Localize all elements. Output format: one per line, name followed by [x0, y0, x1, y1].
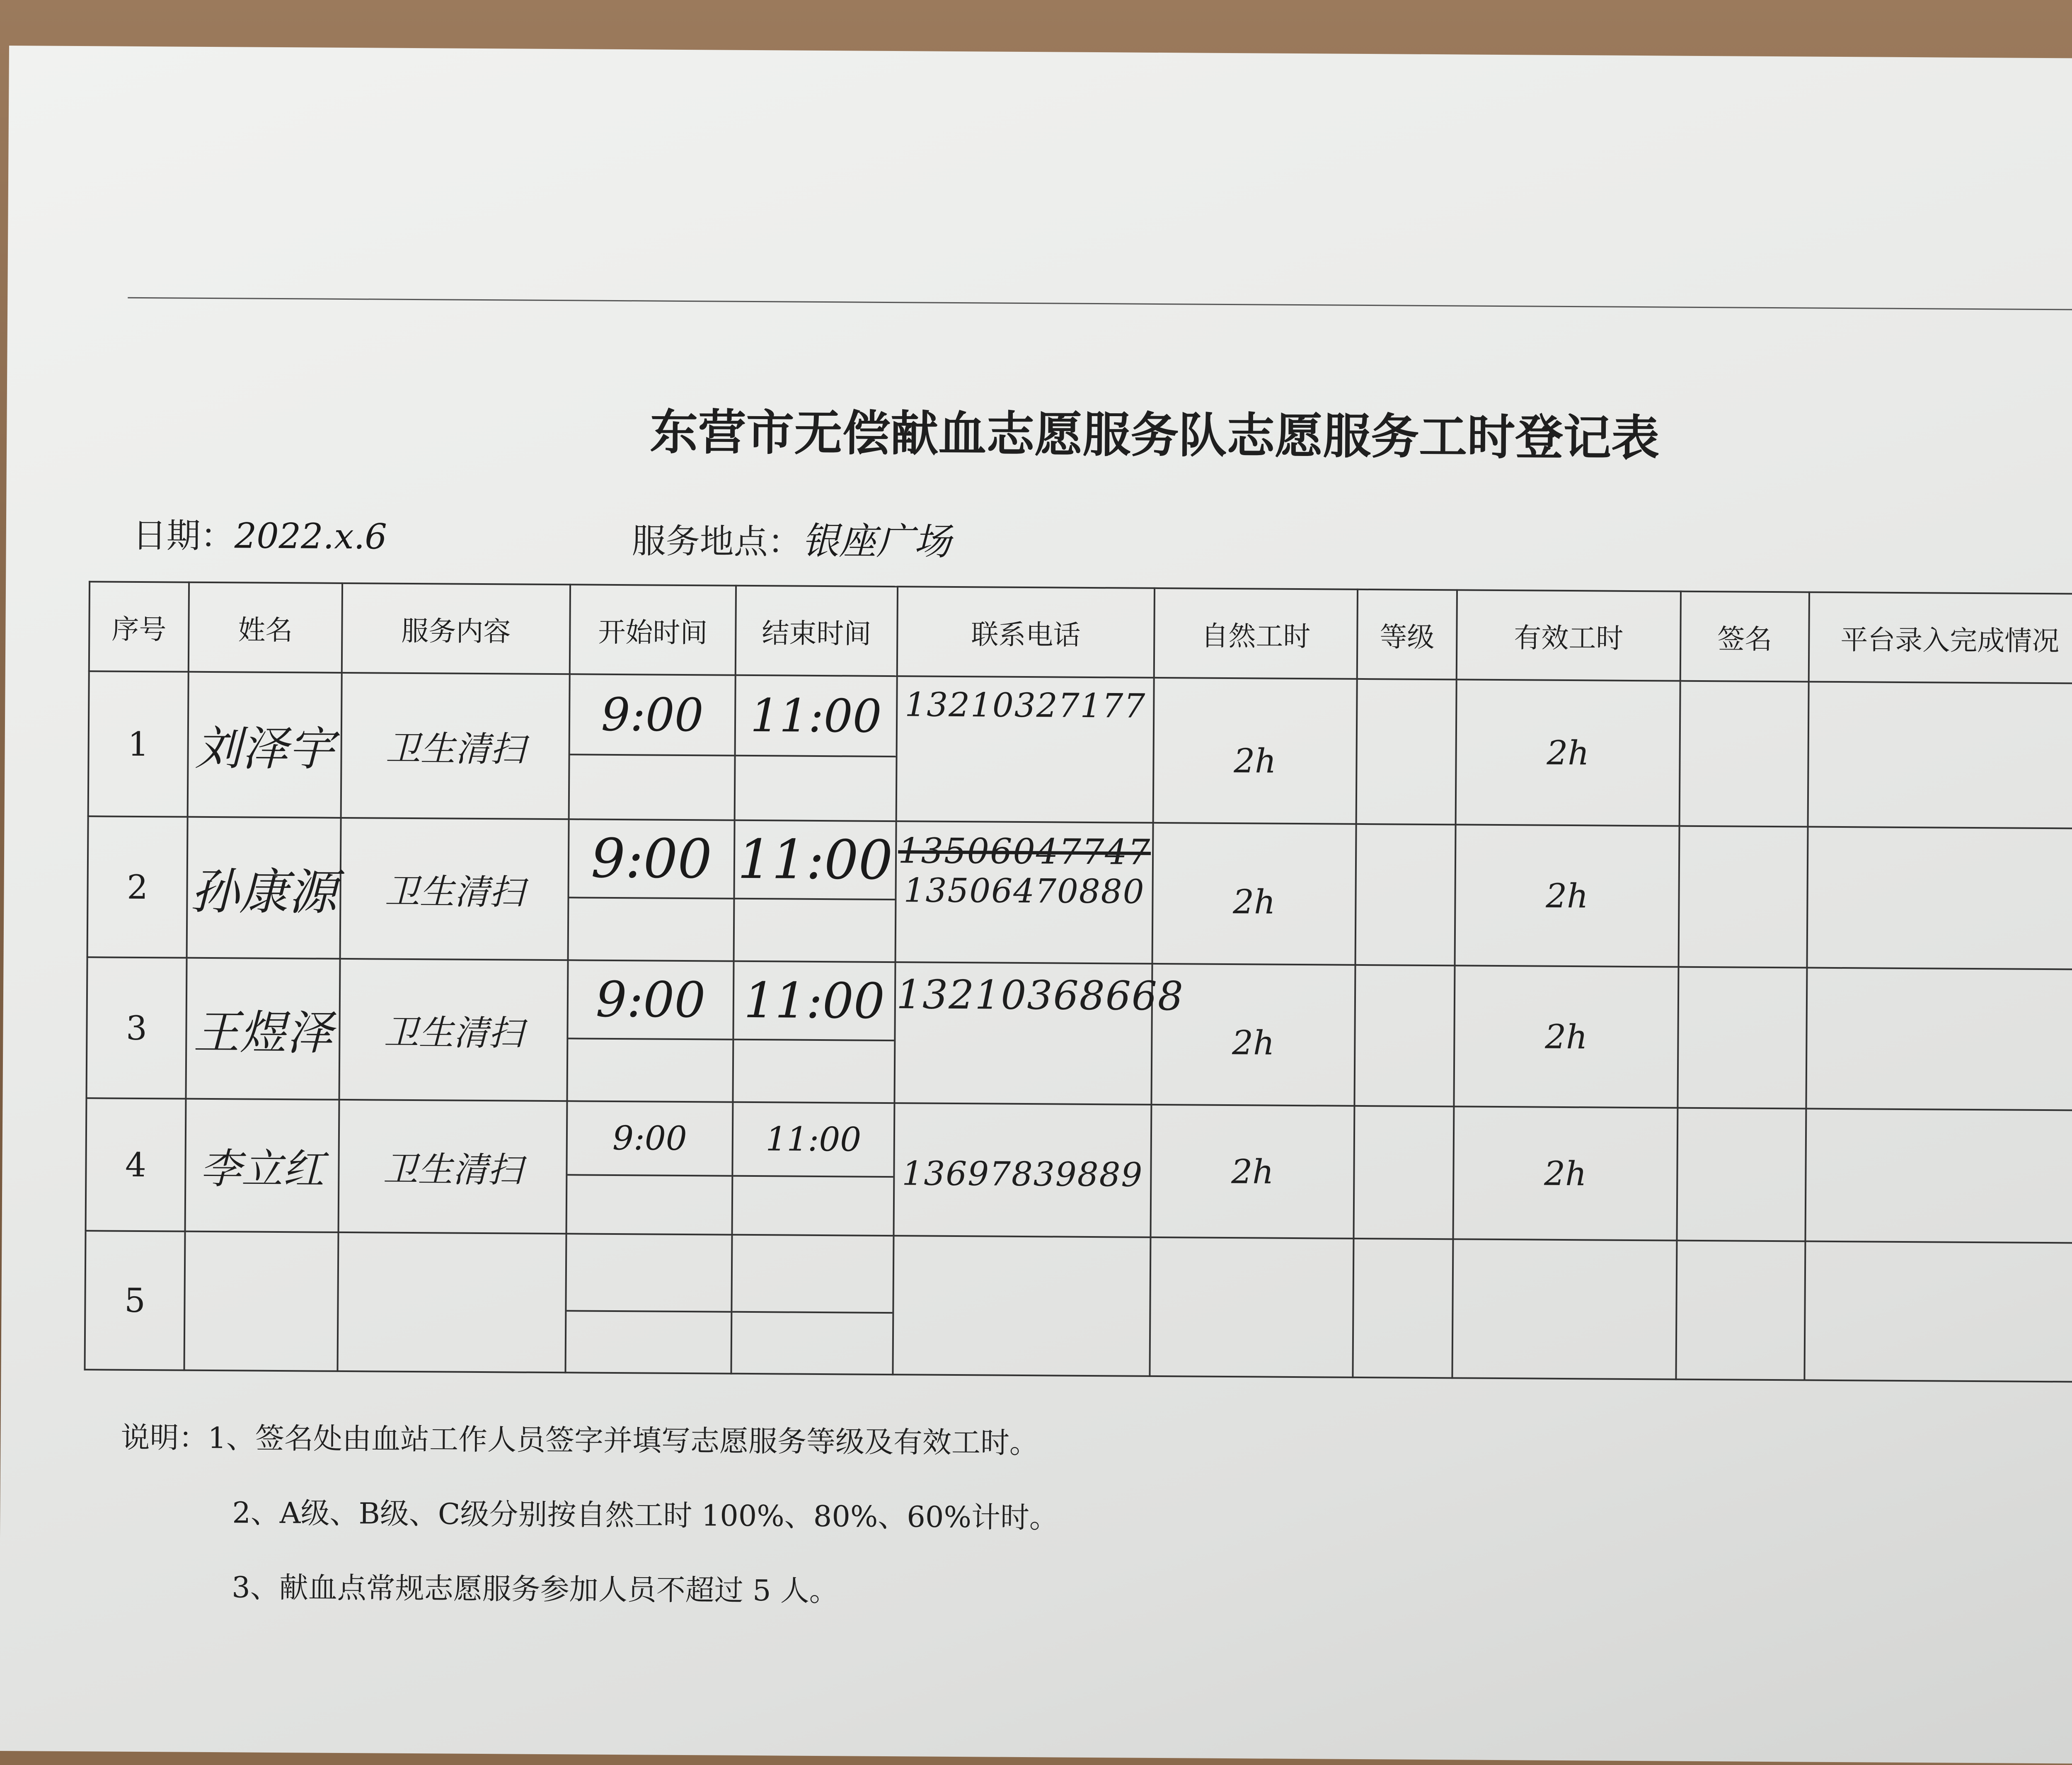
header-content: 服务内容 — [342, 583, 570, 674]
cell-end-time — [734, 820, 896, 962]
cell-seq: 1 — [88, 671, 189, 817]
cell-content — [337, 1232, 566, 1372]
cell-natural-hours: 2h — [1150, 1105, 1354, 1239]
cell-seq: 5 — [85, 1231, 185, 1370]
end-time-value: 11:00 — [735, 821, 895, 900]
phone-value: 13210327177 — [905, 685, 1146, 725]
start-time-value: 9:00 — [570, 675, 735, 756]
cell-level — [1353, 1239, 1453, 1378]
location-field — [632, 509, 951, 565]
cell-platform-status — [1805, 1109, 2072, 1243]
cell-level — [1356, 679, 1457, 824]
cell-signature — [1678, 826, 1808, 968]
cell-effective-hours: 2h — [1454, 965, 1678, 1108]
registration-table — [84, 581, 2072, 1384]
start-time-value: 9:00 — [567, 1102, 732, 1176]
cell-seq: 3 — [86, 957, 186, 1098]
cell-platform-status — [1807, 827, 2072, 970]
cell-natural-hours — [1150, 1237, 1353, 1377]
table-row — [87, 816, 2072, 970]
header-end-time: 结束时间 — [736, 586, 898, 676]
cell-content: 卫生清扫 — [339, 959, 568, 1101]
cell-name — [184, 1232, 338, 1371]
location-value: 银座广场 — [801, 519, 951, 564]
header-seq: 序号 — [89, 582, 189, 672]
table-row — [88, 671, 2072, 829]
header-natural-hours: 自然工时 — [1154, 588, 1358, 679]
cell-end-time — [732, 1102, 895, 1236]
note-1: 说明：1、签名处由血站工作人员签字并填写志愿服务等级及有效工时。 — [121, 1420, 1039, 1460]
cell-end-time — [733, 961, 895, 1103]
cell-seq: 4 — [86, 1098, 186, 1231]
header-start-time: 开始时间 — [570, 584, 736, 675]
table-row — [86, 1098, 2072, 1244]
table-header-row — [89, 582, 2072, 684]
cell-content: 卫生清扫 — [340, 818, 569, 960]
cell-effective-hours: 2h — [1456, 679, 1680, 826]
cell-content: 卫生清扫 — [341, 673, 570, 819]
cell-seq: 2 — [87, 816, 188, 958]
cell-start-time — [566, 1101, 733, 1234]
cell-natural-hours: 2h — [1151, 964, 1355, 1106]
paper-sheet — [0, 46, 2072, 1765]
header-level: 等级 — [1357, 589, 1457, 679]
cell-effective-hours: 2h — [1455, 824, 1680, 967]
end-time-value: 11:00 — [734, 962, 894, 1041]
header-name: 姓名 — [189, 582, 342, 673]
note-3: 3、献血点常规志愿服务参加人员不超过 5 人。 — [232, 1570, 839, 1608]
end-time-value: 11:00 — [733, 1103, 893, 1178]
cell-signature — [1677, 1108, 1806, 1241]
cell-effective-hours — [1452, 1239, 1677, 1379]
phone-old-struck: 13506047747 — [898, 830, 1151, 873]
cell-name: 李立红 — [185, 1099, 339, 1232]
cell-level — [1354, 965, 1455, 1106]
cell-content: 卫生清扫 — [339, 1100, 567, 1234]
cell-platform-status — [1804, 1241, 2072, 1382]
cell-phone — [894, 962, 1184, 1105]
cell-natural-hours: 2h — [1153, 678, 1357, 824]
cell-phone — [896, 821, 1153, 964]
cell-end-time — [735, 675, 897, 821]
header-phone: 联系电话 — [897, 587, 1155, 678]
cell-start-time — [567, 960, 733, 1102]
date-value: 2022.x.6 — [234, 515, 387, 557]
header-effective-hours: 有效工时 — [1457, 590, 1681, 681]
start-time-value: 9:00 — [568, 961, 733, 1040]
date-field — [132, 509, 387, 559]
date-label: 日期： — [132, 516, 235, 556]
cell-signature — [1677, 967, 1807, 1109]
table-row — [85, 1231, 2072, 1383]
cell-phone — [894, 1103, 1152, 1237]
cell-start-time — [565, 1234, 732, 1373]
cell-end-time — [731, 1235, 893, 1375]
cell-name: 孙康源 — [187, 817, 341, 959]
end-time-value — [732, 1236, 893, 1314]
cell-phone — [893, 1236, 1150, 1376]
header-platform-status: 平台录入完成情况 — [1809, 592, 2072, 684]
cell-effective-hours: 2h — [1453, 1106, 1677, 1240]
phone-value: 13506470880 — [903, 871, 1145, 911]
cell-start-time — [569, 674, 736, 820]
cell-level — [1356, 824, 1456, 965]
table-row — [86, 957, 2072, 1111]
cell-level — [1353, 1106, 1454, 1239]
cell-phone — [896, 676, 1154, 823]
start-time-value — [566, 1234, 731, 1312]
note-2: 2、A级、B级、C级分别按自然工时 100%、80%、60%计时。 — [232, 1496, 1059, 1535]
phone-value: 13210368668 — [896, 971, 1184, 1020]
start-time-value: 9:00 — [569, 820, 733, 899]
cell-natural-hours: 2h — [1152, 823, 1356, 965]
location-label: 服务地点： — [632, 521, 802, 562]
cell-name: 王煜泽 — [186, 958, 340, 1100]
cell-platform-status — [1806, 968, 2072, 1110]
cell-start-time — [568, 819, 735, 961]
phone-value: 13697839889 — [902, 1154, 1143, 1194]
top-rule-line — [128, 297, 2072, 312]
cell-name: 刘泽宇 — [188, 672, 342, 818]
cell-platform-status — [1808, 682, 2072, 829]
end-time-value: 11:00 — [736, 676, 896, 758]
form-title: 东营市无偿献血志愿服务队志愿服务工时登记表 — [649, 404, 1660, 467]
header-signature: 签名 — [1680, 592, 1809, 682]
cell-signature — [1680, 681, 1809, 827]
cell-signature — [1676, 1241, 1805, 1380]
